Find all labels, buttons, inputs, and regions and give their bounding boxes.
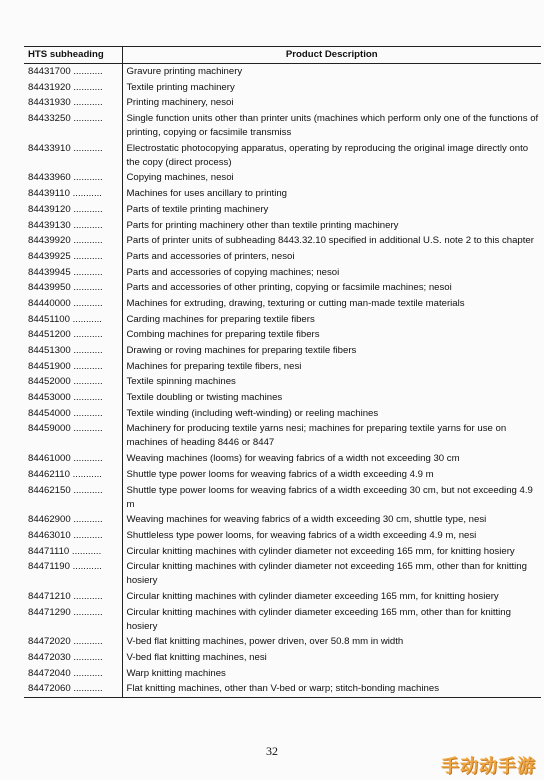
hts-code-cell: 84439120 ........... [24, 202, 122, 218]
table-row [24, 64, 541, 80]
hts-code-cell: 84433910 ........... [24, 141, 122, 171]
hts-code-cell: 84454000 ........... [24, 406, 122, 422]
hts-table [24, 46, 541, 698]
product-description-cell: Parts and accessories of copying machines; nesoi [126, 266, 340, 278]
product-description-cell: Drawing or roving machines for preparing textile fibers [126, 345, 357, 356]
table-row [24, 265, 541, 281]
product-description-cell: Electrostatic photocopying apparatus, operating by reproducing the original image directly onto the copy (direct process) [126, 142, 529, 168]
table-row [24, 421, 541, 451]
table-row [24, 406, 541, 422]
product-description-cell: Flat knitting machines, other than V-bed or warp; stitch-bonding machines [122, 681, 541, 697]
table-row [24, 111, 541, 141]
table-row [24, 233, 541, 249]
product-description-cell: Textile spinning machines [126, 376, 236, 388]
hts-code-cell: 84471190 ........... [24, 559, 122, 589]
table-row [24, 95, 541, 111]
product-description-cell: Gravure printing machinery [126, 66, 243, 77]
table-row [24, 544, 541, 560]
header-hts-subheading: HTS subheading [24, 47, 122, 64]
table-row [24, 218, 541, 234]
product-description-cell: Parts of textile printing machinery [126, 203, 269, 215]
table-row [24, 467, 541, 483]
page-number: 32 [266, 744, 278, 758]
product-description-cell: Machines for uses ancillary to printing [126, 188, 288, 200]
hts-code-cell: 84433960 ........... [24, 170, 122, 186]
product-description-cell: Circular knitting machines with cylinder diameter exceeding 165 mm, for knitting hosiery [126, 590, 499, 602]
hts-code-cell: 84431930 ........... [24, 95, 122, 111]
table-row [24, 451, 541, 467]
table-row [24, 650, 541, 666]
hts-code-cell: 84459000 ........... [24, 421, 122, 451]
watermark-logo: 手动动手游 [441, 756, 536, 777]
table-row [24, 390, 541, 406]
table-row [24, 374, 541, 390]
hts-code-cell: 84471290 ........... [24, 605, 122, 635]
hts-code-cell: 84439950 ........... [24, 280, 122, 296]
product-description-cell: Shuttleless type power looms, for weaving fabrics of a width exceeding 4.9 m, nesi [126, 529, 477, 541]
table-header-row [24, 47, 541, 64]
table-row [24, 80, 541, 96]
hts-code-cell: 84472040 ........... [24, 666, 122, 682]
table-row [24, 202, 541, 218]
hts-code-cell: 84433250 ........... [24, 111, 122, 141]
product-description-cell: Machinery for producing textile yarns nesi; machines for preparing textile yarns for use on machines of heading 8446 or 8447 [126, 423, 507, 449]
table-row [24, 296, 541, 312]
hts-code-cell: 84439110 ........... [24, 186, 122, 202]
hts-code-cell: 84439920 ........... [24, 233, 122, 249]
product-description-cell: Circular knitting machines with cylinder diameter exceeding 165 mm, other than for knitting hosiery [126, 606, 511, 632]
product-description-cell: Textile winding (including weft-winding) or reeling machines [126, 407, 379, 419]
product-description-cell: Warp knitting machines [126, 667, 226, 679]
table-row [24, 528, 541, 544]
table-row [24, 359, 541, 375]
product-description-cell: Shuttle type power looms for weaving fabrics of a width exceeding 30 cm, but not exceeding 4.9 m [126, 484, 533, 510]
table-row [24, 605, 541, 635]
product-description-cell: Parts and accessories of other printing, copying or facsimile machines; nesoi [126, 282, 452, 294]
hts-code-cell: 84462110 ........... [24, 467, 122, 483]
hts-code-cell: 84431700 ........... [24, 64, 122, 80]
product-description-cell: Machines for preparing textile fibers, nesi [126, 360, 302, 372]
product-description-cell: Copying machines, nesoi [126, 172, 234, 184]
table-row [24, 280, 541, 296]
hts-code-cell: 84440000 ........... [24, 296, 122, 312]
hts-code-cell: 84463010 ........... [24, 528, 122, 544]
product-description-cell: Parts of printer units of subheading 8443.32.10 specified in additional U.S. note 2 to this chapter [126, 235, 534, 247]
product-description-cell: V-bed flat knitting machines, power driven, over 50.8 mm in width [126, 636, 404, 648]
product-description-cell: Circular knitting machines with cylinder diameter not exceeding 165 mm, for knitting hosiery [126, 545, 515, 557]
product-description-cell: Combing machines for preparing textile fibers [126, 329, 320, 341]
table-body [24, 64, 541, 698]
table-row [24, 589, 541, 605]
table-row [24, 666, 541, 682]
product-description-cell: Weaving machines for weaving fabrics of a width exceeding 30 cm, shuttle type, nesi [126, 514, 487, 526]
product-description-cell: Printing machinery, nesoi [126, 97, 234, 109]
product-description-cell: Single function units other than printer units (machines which perform only one of the functions of printing, copying or facsimile transmiss [126, 113, 539, 139]
product-description-cell: Textile printing machinery [126, 81, 235, 93]
table-row [24, 343, 541, 359]
hts-code-cell: 84451900 ........... [24, 359, 122, 375]
table-row [24, 186, 541, 202]
table-row [24, 141, 541, 171]
hts-code-cell: 84431920 ........... [24, 80, 122, 96]
table-row [24, 681, 541, 697]
hts-code-cell: 84439925 ........... [24, 249, 122, 265]
table-row [24, 559, 541, 589]
hts-code-cell: 84451300 ........... [24, 343, 122, 359]
table-row [24, 170, 541, 186]
hts-code-cell: 84461000 ........... [24, 451, 122, 467]
hts-code-cell: 84462150 ........... [24, 483, 122, 513]
product-description-cell: Parts and accessories of printers, nesoi [126, 250, 295, 262]
product-description-cell: V-bed flat knitting machines, nesi [126, 652, 267, 663]
hts-code-cell: 84472030 ........... [24, 650, 122, 666]
product-description-cell: Weaving machines (looms) for weaving fabrics of a width not exceeding 30 cm [126, 453, 460, 465]
product-description-cell: Circular knitting machines with cylinder diameter not exceeding 165 mm, other than for knitting hosiery [126, 561, 527, 587]
table-row [24, 327, 541, 343]
header-product-description: Product Description [122, 47, 541, 64]
product-description-cell: Carding machines for preparing textile fibers [126, 313, 315, 325]
table-row [24, 312, 541, 328]
hts-code-cell: 84472060 ........... [24, 681, 122, 697]
hts-code-cell: 84439945 ........... [24, 265, 122, 281]
hts-code-cell: 84453000 ........... [24, 390, 122, 406]
table-row [24, 512, 541, 528]
hts-code-cell: 84471110 ........... [24, 544, 122, 560]
hts-code-cell: 84439130 ........... [24, 218, 122, 234]
table-row [24, 634, 541, 650]
hts-code-cell: 84472020 ........... [24, 634, 122, 650]
product-description-cell: Shuttle type power looms for weaving fabrics of a width exceeding 4.9 m [126, 468, 434, 480]
hts-code-cell: 84451100 ........... [24, 312, 122, 328]
hts-code-cell: 84452000 ........... [24, 374, 122, 390]
hts-code-cell: 84462900 ........... [24, 512, 122, 528]
product-description-cell: Textile doubling or twisting machines [126, 392, 283, 404]
table-row [24, 483, 541, 513]
table-row [24, 249, 541, 265]
hts-code-cell: 84451200 ........... [24, 327, 122, 343]
product-description-cell: Machines for extruding, drawing, texturing or cutting man-made textile materials [126, 297, 465, 309]
hts-code-cell: 84471210 ........... [24, 589, 122, 605]
product-description-cell: Parts for printing machinery other than textile printing machinery [126, 219, 399, 231]
